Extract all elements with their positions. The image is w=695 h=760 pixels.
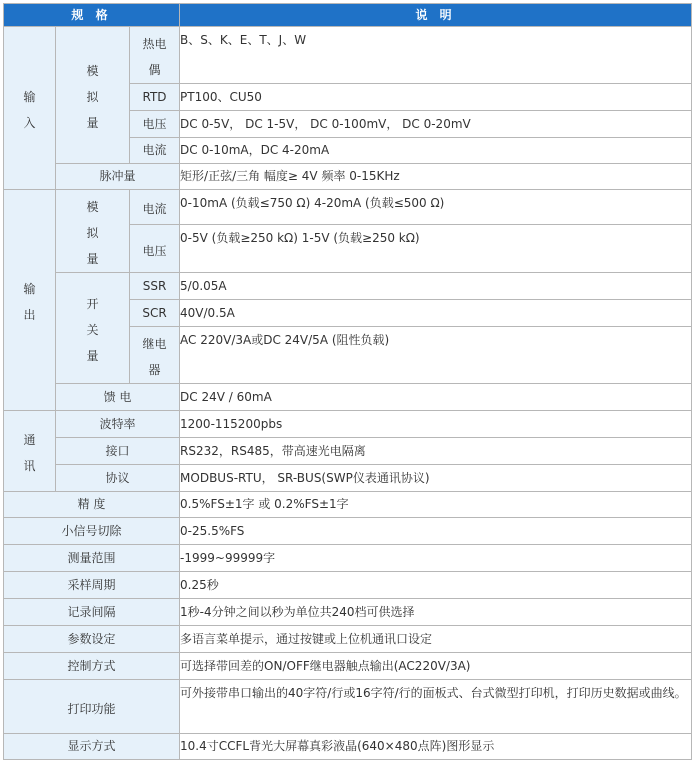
- comm-group-label: 通 讯: [4, 411, 56, 492]
- relay-value: AC 220V/3A或DC 24V/5A (阻性负载): [180, 327, 692, 384]
- print-value: 可外接带串口输出的40字符/行或16字符/行的面板式、台式微型打印机，打印历史数据或曲线。: [180, 680, 692, 734]
- pulse-label: 脉冲量: [56, 164, 180, 190]
- input-analog-label: 模 拟 量: [56, 27, 130, 164]
- table-row: [4, 27, 692, 84]
- table-header-row: [4, 4, 692, 27]
- input-current-value: DC 0-10mA，DC 4-20mA: [180, 138, 692, 164]
- display-label: 显示方式: [4, 734, 180, 760]
- table-row: [4, 411, 692, 438]
- table-row: [4, 572, 692, 599]
- interface-label: 接口: [56, 438, 180, 465]
- record-interval-label: 记录间隔: [4, 599, 180, 626]
- input-voltage-value: DC 0-5V， DC 1-5V， DC 0-100mV， DC 0-20mV: [180, 111, 692, 138]
- param-setting-label: 参数设定: [4, 626, 180, 653]
- table-row: [4, 438, 692, 465]
- header-spec: 规 格: [4, 4, 180, 27]
- spec-table: [3, 3, 692, 760]
- scr-value: 40V/0.5A: [180, 300, 692, 327]
- table-row: [4, 190, 692, 225]
- table-row: [4, 384, 692, 411]
- table-row: [4, 273, 692, 300]
- thermocouple-label: 热电 偶: [130, 27, 180, 84]
- param-setting-value: 多语言菜单提示，通过按键或上位机通讯口设定: [180, 626, 692, 653]
- output-voltage-label: 电压: [130, 225, 180, 273]
- table-row: [4, 518, 692, 545]
- switch-output-label: 开 关 量: [56, 273, 130, 384]
- rtd-label: RTD: [130, 84, 180, 111]
- output-analog-label: 模 拟 量: [56, 190, 130, 273]
- accuracy-label: 精 度: [4, 492, 180, 518]
- input-group-label: 输 入: [4, 27, 56, 190]
- table-row: [4, 653, 692, 680]
- display-value: 10.4寸CCFL背光大屏幕真彩液晶(640×480点阵)图形显示: [180, 734, 692, 760]
- header-description: 说 明: [180, 4, 692, 27]
- range-label: 测量范围: [4, 545, 180, 572]
- output-current-value: 0-10mA (负载≤750 Ω) 4-20mA (负载≤500 Ω): [180, 190, 692, 225]
- feed-label: 馈 电: [56, 384, 180, 411]
- control-mode-value: 可选择带回差的ON/OFF继电器触点输出(AC220V/3A): [180, 653, 692, 680]
- record-interval-value: 1秒-4分钟之间以秒为单位共240档可供选择: [180, 599, 692, 626]
- print-label: 打印功能: [4, 680, 180, 734]
- cutoff-label: 小信号切除: [4, 518, 180, 545]
- relay-label: 继电 器: [130, 327, 180, 384]
- spec-table-container: [3, 3, 692, 760]
- baud-label: 波特率: [56, 411, 180, 438]
- table-row: [4, 164, 692, 190]
- table-row: [4, 734, 692, 760]
- output-group-label: 输 出: [4, 190, 56, 411]
- table-row: [4, 599, 692, 626]
- scr-label: SCR: [130, 300, 180, 327]
- table-row: [4, 545, 692, 572]
- accuracy-value: 0.5%FS±1字 或 0.2%FS±1字: [180, 492, 692, 518]
- feed-value: DC 24V / 60mA: [180, 384, 692, 411]
- baud-value: 1200-115200pbs: [180, 411, 692, 438]
- sampling-value: 0.25秒: [180, 572, 692, 599]
- input-voltage-label: 电压: [130, 111, 180, 138]
- control-mode-label: 控制方式: [4, 653, 180, 680]
- table-row: [4, 680, 692, 734]
- thermocouple-value: B、S、K、E、T、J、W: [180, 27, 692, 84]
- table-row: [4, 626, 692, 653]
- input-current-label: 电流: [130, 138, 180, 164]
- ssr-label: SSR: [130, 273, 180, 300]
- table-row: [4, 465, 692, 492]
- output-current-label: 电流: [130, 190, 180, 225]
- output-voltage-value: 0-5V (负载≥250 kΩ) 1-5V (负载≥250 kΩ): [180, 225, 692, 273]
- protocol-value: MODBUS-RTU， SR-BUS(SWP仪表通讯协议): [180, 465, 692, 492]
- pulse-value: 矩形/正弦/三角 幅度≥ 4V 频率 0-15KHz: [180, 164, 692, 190]
- protocol-label: 协议: [56, 465, 180, 492]
- range-value: -1999~99999字: [180, 545, 692, 572]
- table-row: [4, 492, 692, 518]
- sampling-label: 采样周期: [4, 572, 180, 599]
- ssr-value: 5/0.05A: [180, 273, 692, 300]
- rtd-value: PT100、CU50: [180, 84, 692, 111]
- cutoff-value: 0-25.5%FS: [180, 518, 692, 545]
- interface-value: RS232，RS485，带高速光电隔离: [180, 438, 692, 465]
